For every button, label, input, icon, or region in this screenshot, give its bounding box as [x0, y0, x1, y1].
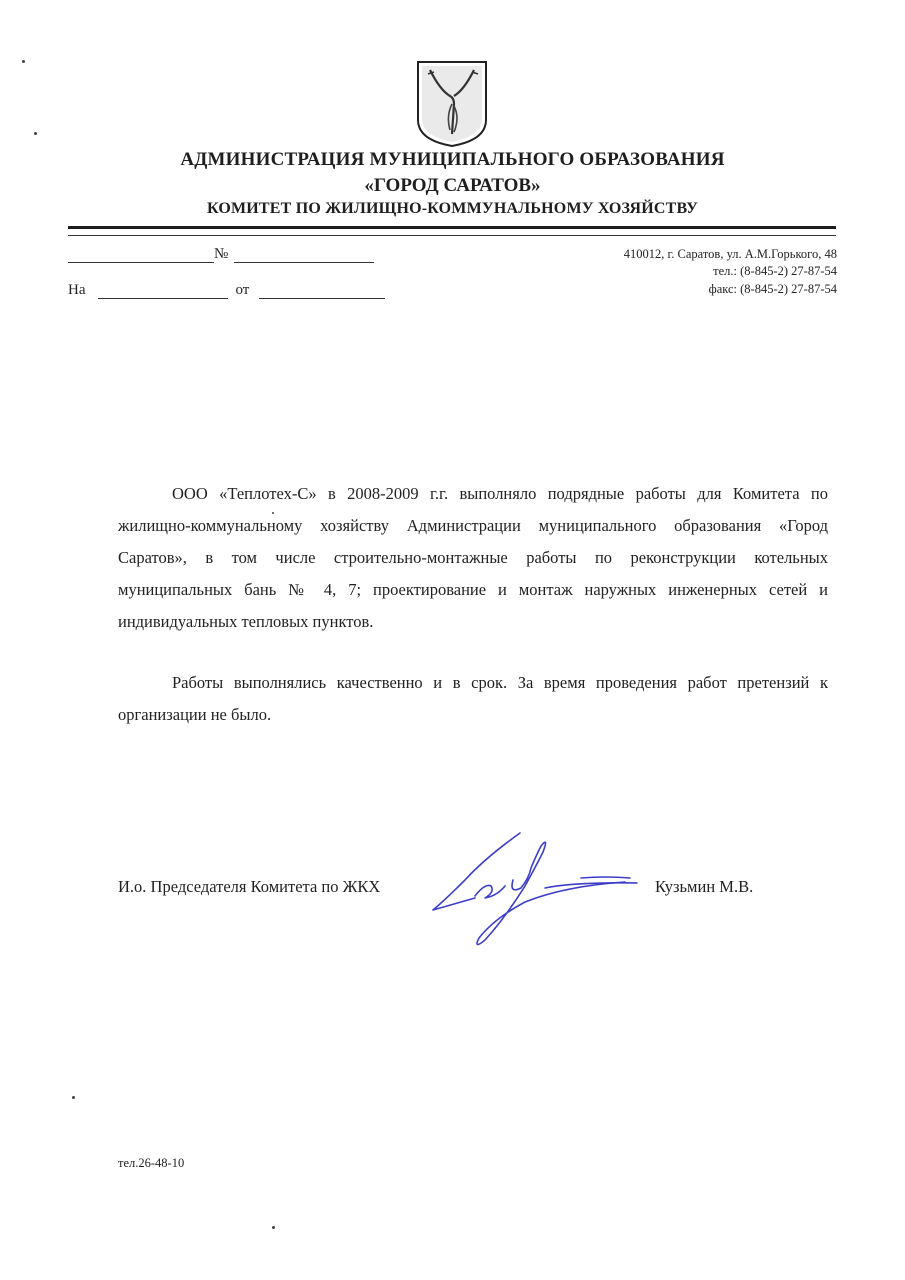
org-title-line3: КОМИТЕТ ПО ЖИЛИЩНО-КОММУНАЛЬНОМУ ХОЗЯЙСТВУ [206, 200, 699, 217]
date-blank [68, 248, 214, 263]
on-label: На [68, 282, 86, 298]
body-paragraph-2: Работы выполнялись качественно и в срок. За время проведения работ претензий к организации не было. [118, 673, 828, 724]
scan-speck [272, 512, 274, 514]
address-line: 410012, г. Саратов, ул. А.М.Горького, 48 [623, 247, 837, 261]
scan-speck [272, 1226, 275, 1229]
incoming-number-blank [98, 284, 228, 299]
phone-line: тел.: (8-845-2) 27-87-54 [713, 264, 837, 278]
org-title-line2: «ГОРОД САРАТОВ» [364, 175, 541, 196]
saratov-coat-of-arms-icon [416, 60, 488, 148]
from-label: от [235, 282, 250, 298]
scan-speck [22, 60, 25, 63]
executor-phone: тел.26-48-10 [118, 1156, 185, 1170]
outgoing-number-line [68, 246, 374, 263]
header-divider-thin [68, 235, 836, 236]
body-paragraph-1: ООО «Теплотех-С» в 2008-2009 г.г. выполняло подрядные работы для Комитета по жилищно-коммунальному хозяйству Администрации муниципального образования «Город Саратов», в том числе строительно-монтажные работы по реконструкции котельных муниципальных бань № 4, 7; проектирование и монтаж наружных инженерных сетей и индивидуальных тепловых пунктов. [118, 484, 828, 631]
incoming-reference-line [68, 282, 385, 299]
signatory-name: Кузьмин М.В. [655, 877, 754, 896]
fax-line: факс: (8-845-2) 27-87-54 [708, 282, 837, 296]
signatory-title: И.о. Председателя Комитета по ЖКХ [118, 877, 381, 896]
number-blank [234, 248, 374, 263]
org-title-line1: АДМИНИСТРАЦИЯ МУНИЦИПАЛЬНОГО ОБРАЗОВАНИЯ [180, 149, 725, 170]
scan-speck [34, 132, 37, 135]
handwritten-signature [425, 828, 640, 953]
number-label: № [214, 246, 229, 262]
incoming-date-blank [259, 284, 385, 299]
scan-speck [72, 1096, 75, 1099]
header-divider-thick [68, 226, 836, 229]
